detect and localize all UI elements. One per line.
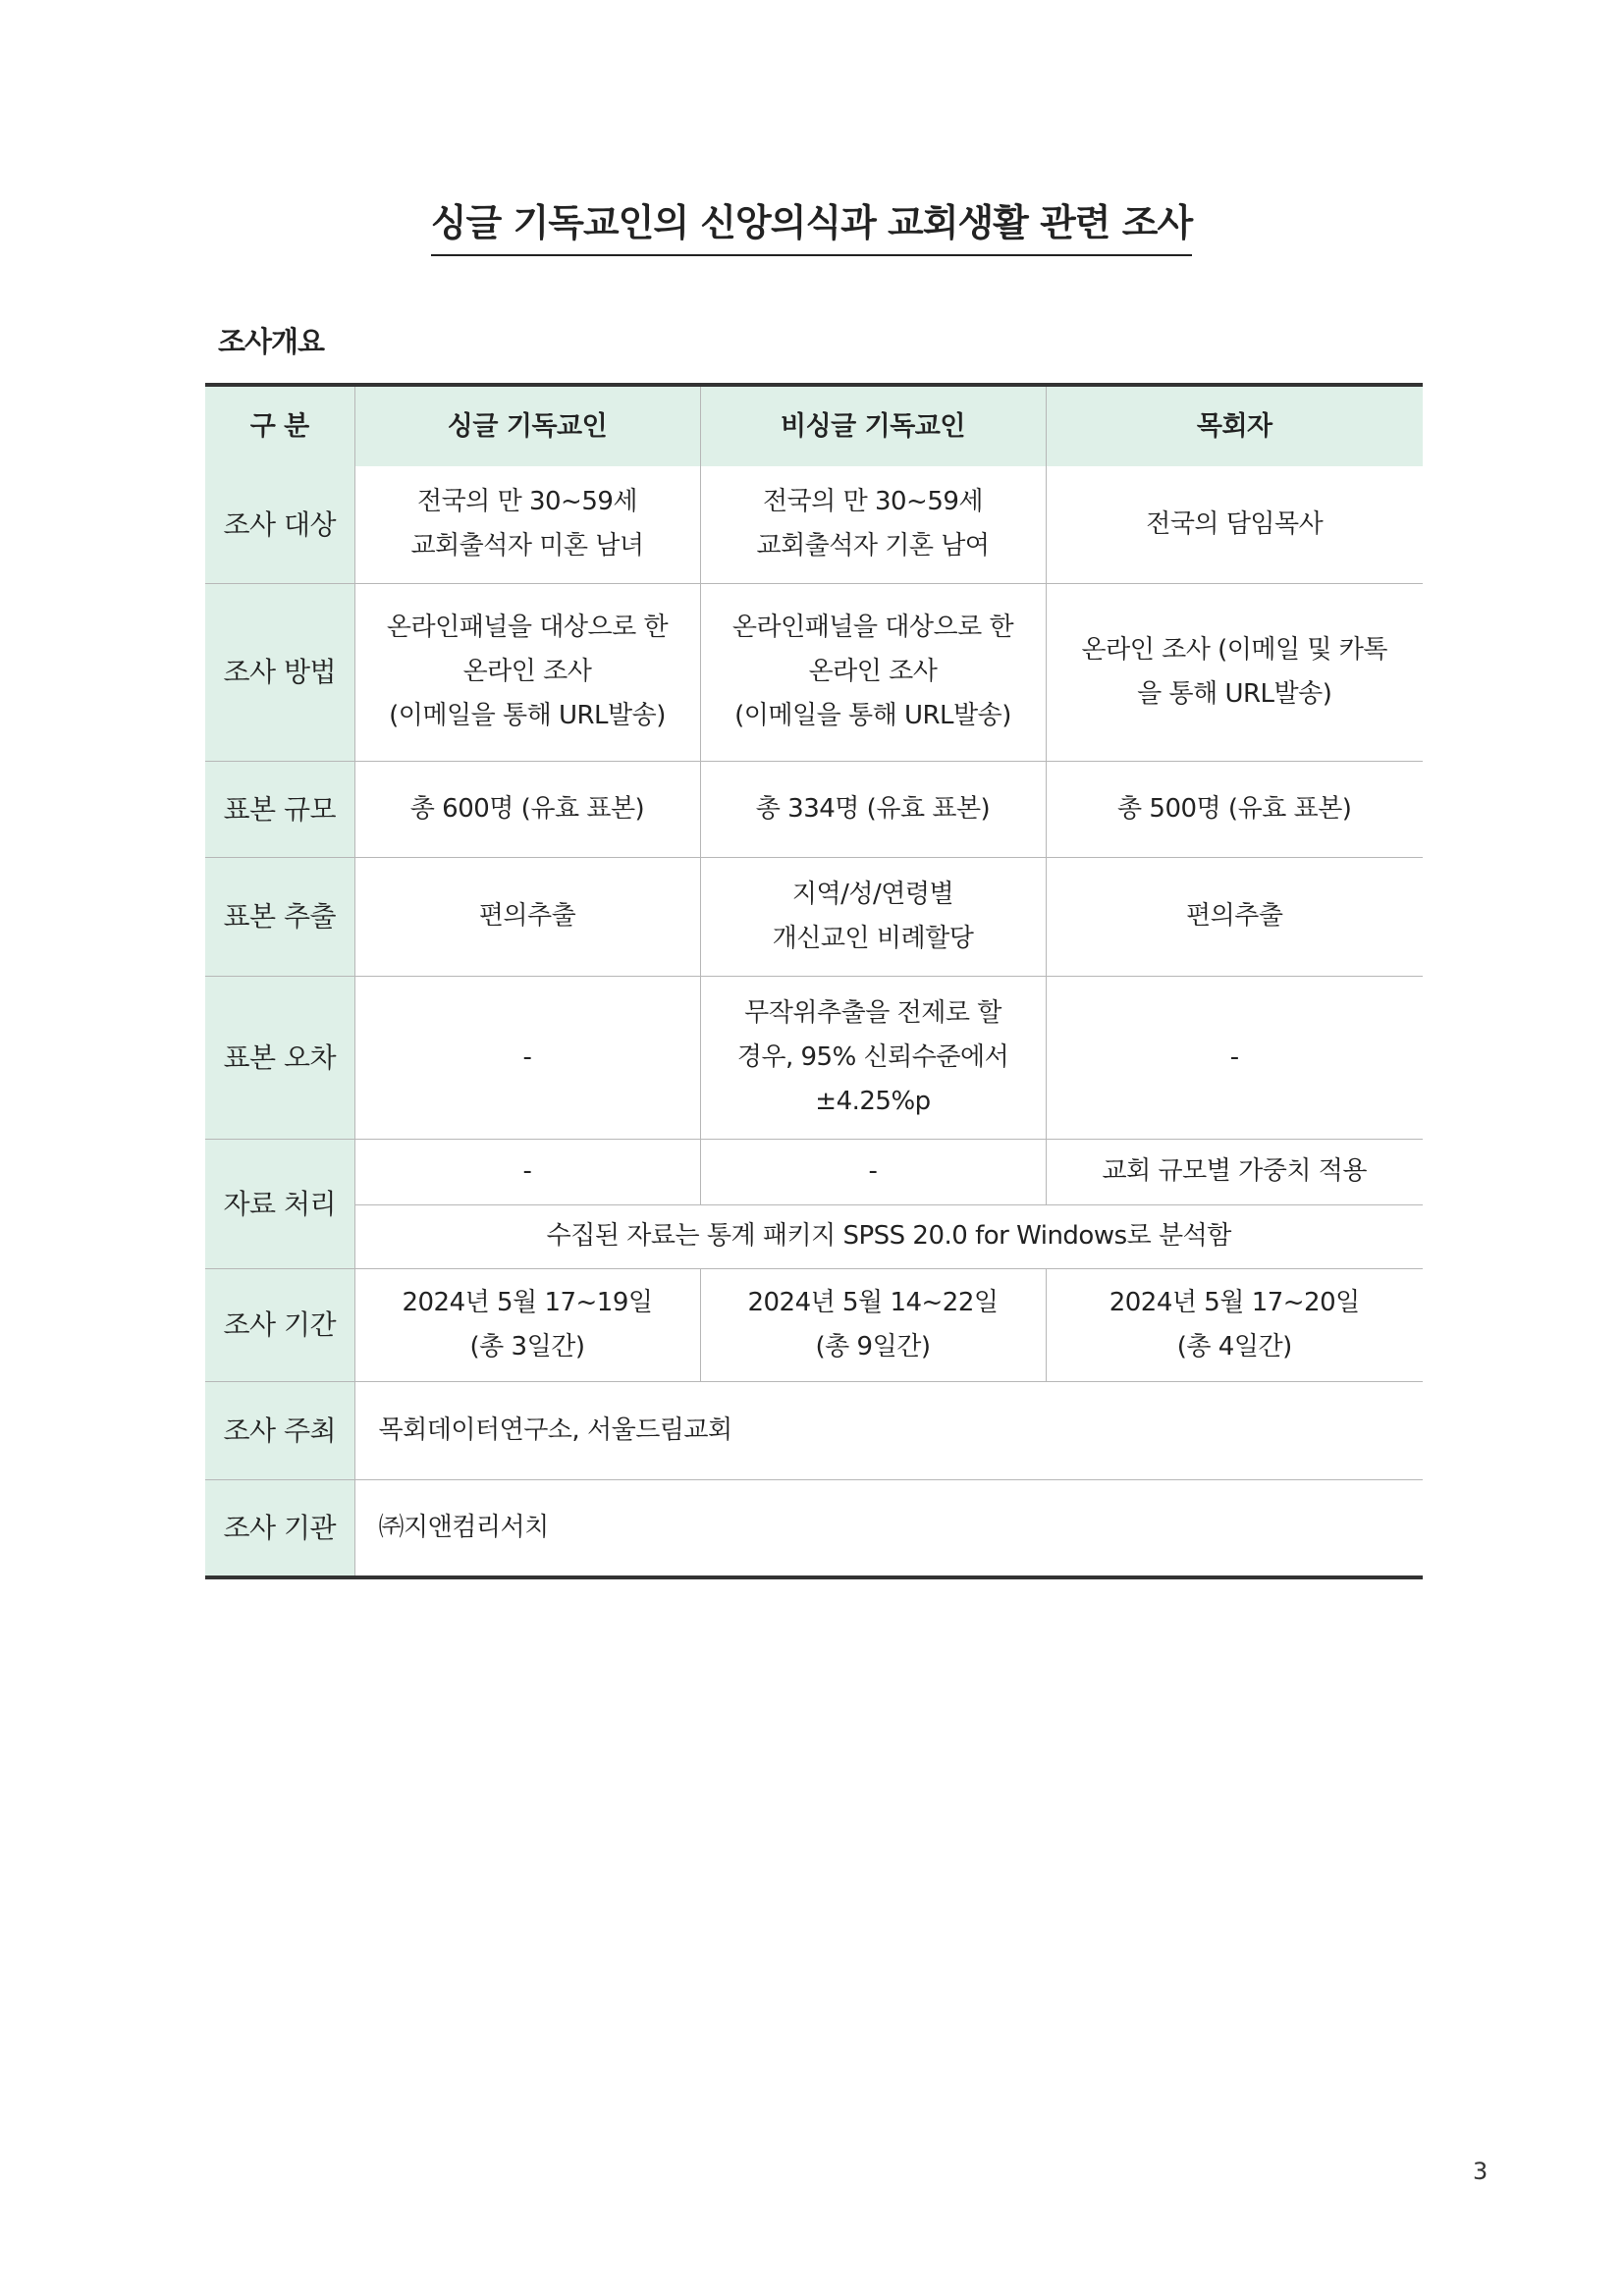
table-row-sampling	[205, 857, 1423, 976]
cell-method-pastor: 온라인 조사 (이메일 및 카톡 을 통해 URL발송)	[1046, 583, 1423, 761]
page-number: 3	[1473, 2158, 1488, 2185]
header-pastor: 목회자	[1046, 385, 1423, 466]
cell-sampling-single: 편의추출	[354, 857, 700, 976]
row-label-sampling: 표본 추출	[205, 857, 354, 976]
cell-error-single: -	[354, 976, 700, 1139]
table-header-row	[205, 385, 1423, 466]
table-row-data-processing-note	[205, 1204, 1423, 1268]
cell-processing-note: 수집된 자료는 통계 패키지 SPSS 20.0 for Windows로 분석함	[354, 1204, 1423, 1268]
table-row-survey-period	[205, 1268, 1423, 1381]
table-row-survey-target	[205, 466, 1423, 583]
document-title: 싱글 기독교인의 신앙의식과 교회생활 관련 조사	[431, 192, 1192, 256]
table-row-agency	[205, 1479, 1423, 1577]
row-label-survey-period: 조사 기간	[205, 1268, 354, 1381]
row-label-sample-size: 표본 규모	[205, 761, 354, 857]
section-heading: 조사개요	[218, 325, 325, 358]
cell-organizer: 목회데이터연구소, 서울드림교회	[354, 1381, 1423, 1479]
cell-processing-pastor: 교회 규모별 가중치 적용	[1046, 1139, 1423, 1204]
cell-size-single: 총 600명 (유효 표본)	[354, 761, 700, 857]
cell-processing-non-single: -	[700, 1139, 1046, 1204]
row-label-agency: 조사 기관	[205, 1479, 354, 1577]
cell-period-pastor: 2024년 5월 17~20일 (총 4일간)	[1046, 1268, 1423, 1381]
cell-target-non-single: 전국의 만 30~59세 교회출석자 기혼 남여	[700, 466, 1046, 583]
cell-period-non-single: 2024년 5월 14~22일 (총 9일간)	[700, 1268, 1046, 1381]
row-label-organizer: 조사 주최	[205, 1381, 354, 1479]
row-label-data-processing: 자료 처리	[205, 1139, 354, 1268]
table-row-organizer	[205, 1381, 1423, 1479]
cell-agency: ㈜지앤컴리서치	[354, 1479, 1423, 1577]
header-category: 구 분	[205, 385, 354, 466]
table-row-data-processing	[205, 1139, 1423, 1204]
cell-error-pastor: -	[1046, 976, 1423, 1139]
cell-size-non-single: 총 334명 (유효 표본)	[700, 761, 1046, 857]
cell-period-single: 2024년 5월 17~19일 (총 3일간)	[354, 1268, 700, 1381]
row-label-survey-method: 조사 방법	[205, 583, 354, 761]
cell-method-single: 온라인패널을 대상으로 한 온라인 조사 (이메일을 통해 URL발송)	[354, 583, 700, 761]
header-single-christian: 싱글 기독교인	[354, 385, 700, 466]
row-label-survey-target: 조사 대상	[205, 466, 354, 583]
cell-sampling-non-single: 지역/성/연령별 개신교인 비례할당	[700, 857, 1046, 976]
document-title-container	[0, 192, 1623, 256]
cell-sampling-pastor: 편의추출	[1046, 857, 1423, 976]
cell-size-pastor: 총 500명 (유효 표본)	[1046, 761, 1423, 857]
row-label-sampling-error: 표본 오차	[205, 976, 354, 1139]
table-row-survey-method	[205, 583, 1423, 761]
table-row-sample-size	[205, 761, 1423, 857]
cell-method-non-single: 온라인패널을 대상으로 한 온라인 조사 (이메일을 통해 URL발송)	[700, 583, 1046, 761]
cell-target-single: 전국의 만 30~59세 교회출석자 미혼 남녀	[354, 466, 700, 583]
table-row-sampling-error	[205, 976, 1423, 1139]
survey-overview-table	[205, 383, 1423, 1579]
header-non-single-christian: 비싱글 기독교인	[700, 385, 1046, 466]
cell-target-pastor: 전국의 담임목사	[1046, 466, 1423, 583]
cell-processing-single: -	[354, 1139, 700, 1204]
cell-error-non-single: 무작위추출을 전제로 할 경우, 95% 신뢰수준에서 ±4.25%p	[700, 976, 1046, 1139]
